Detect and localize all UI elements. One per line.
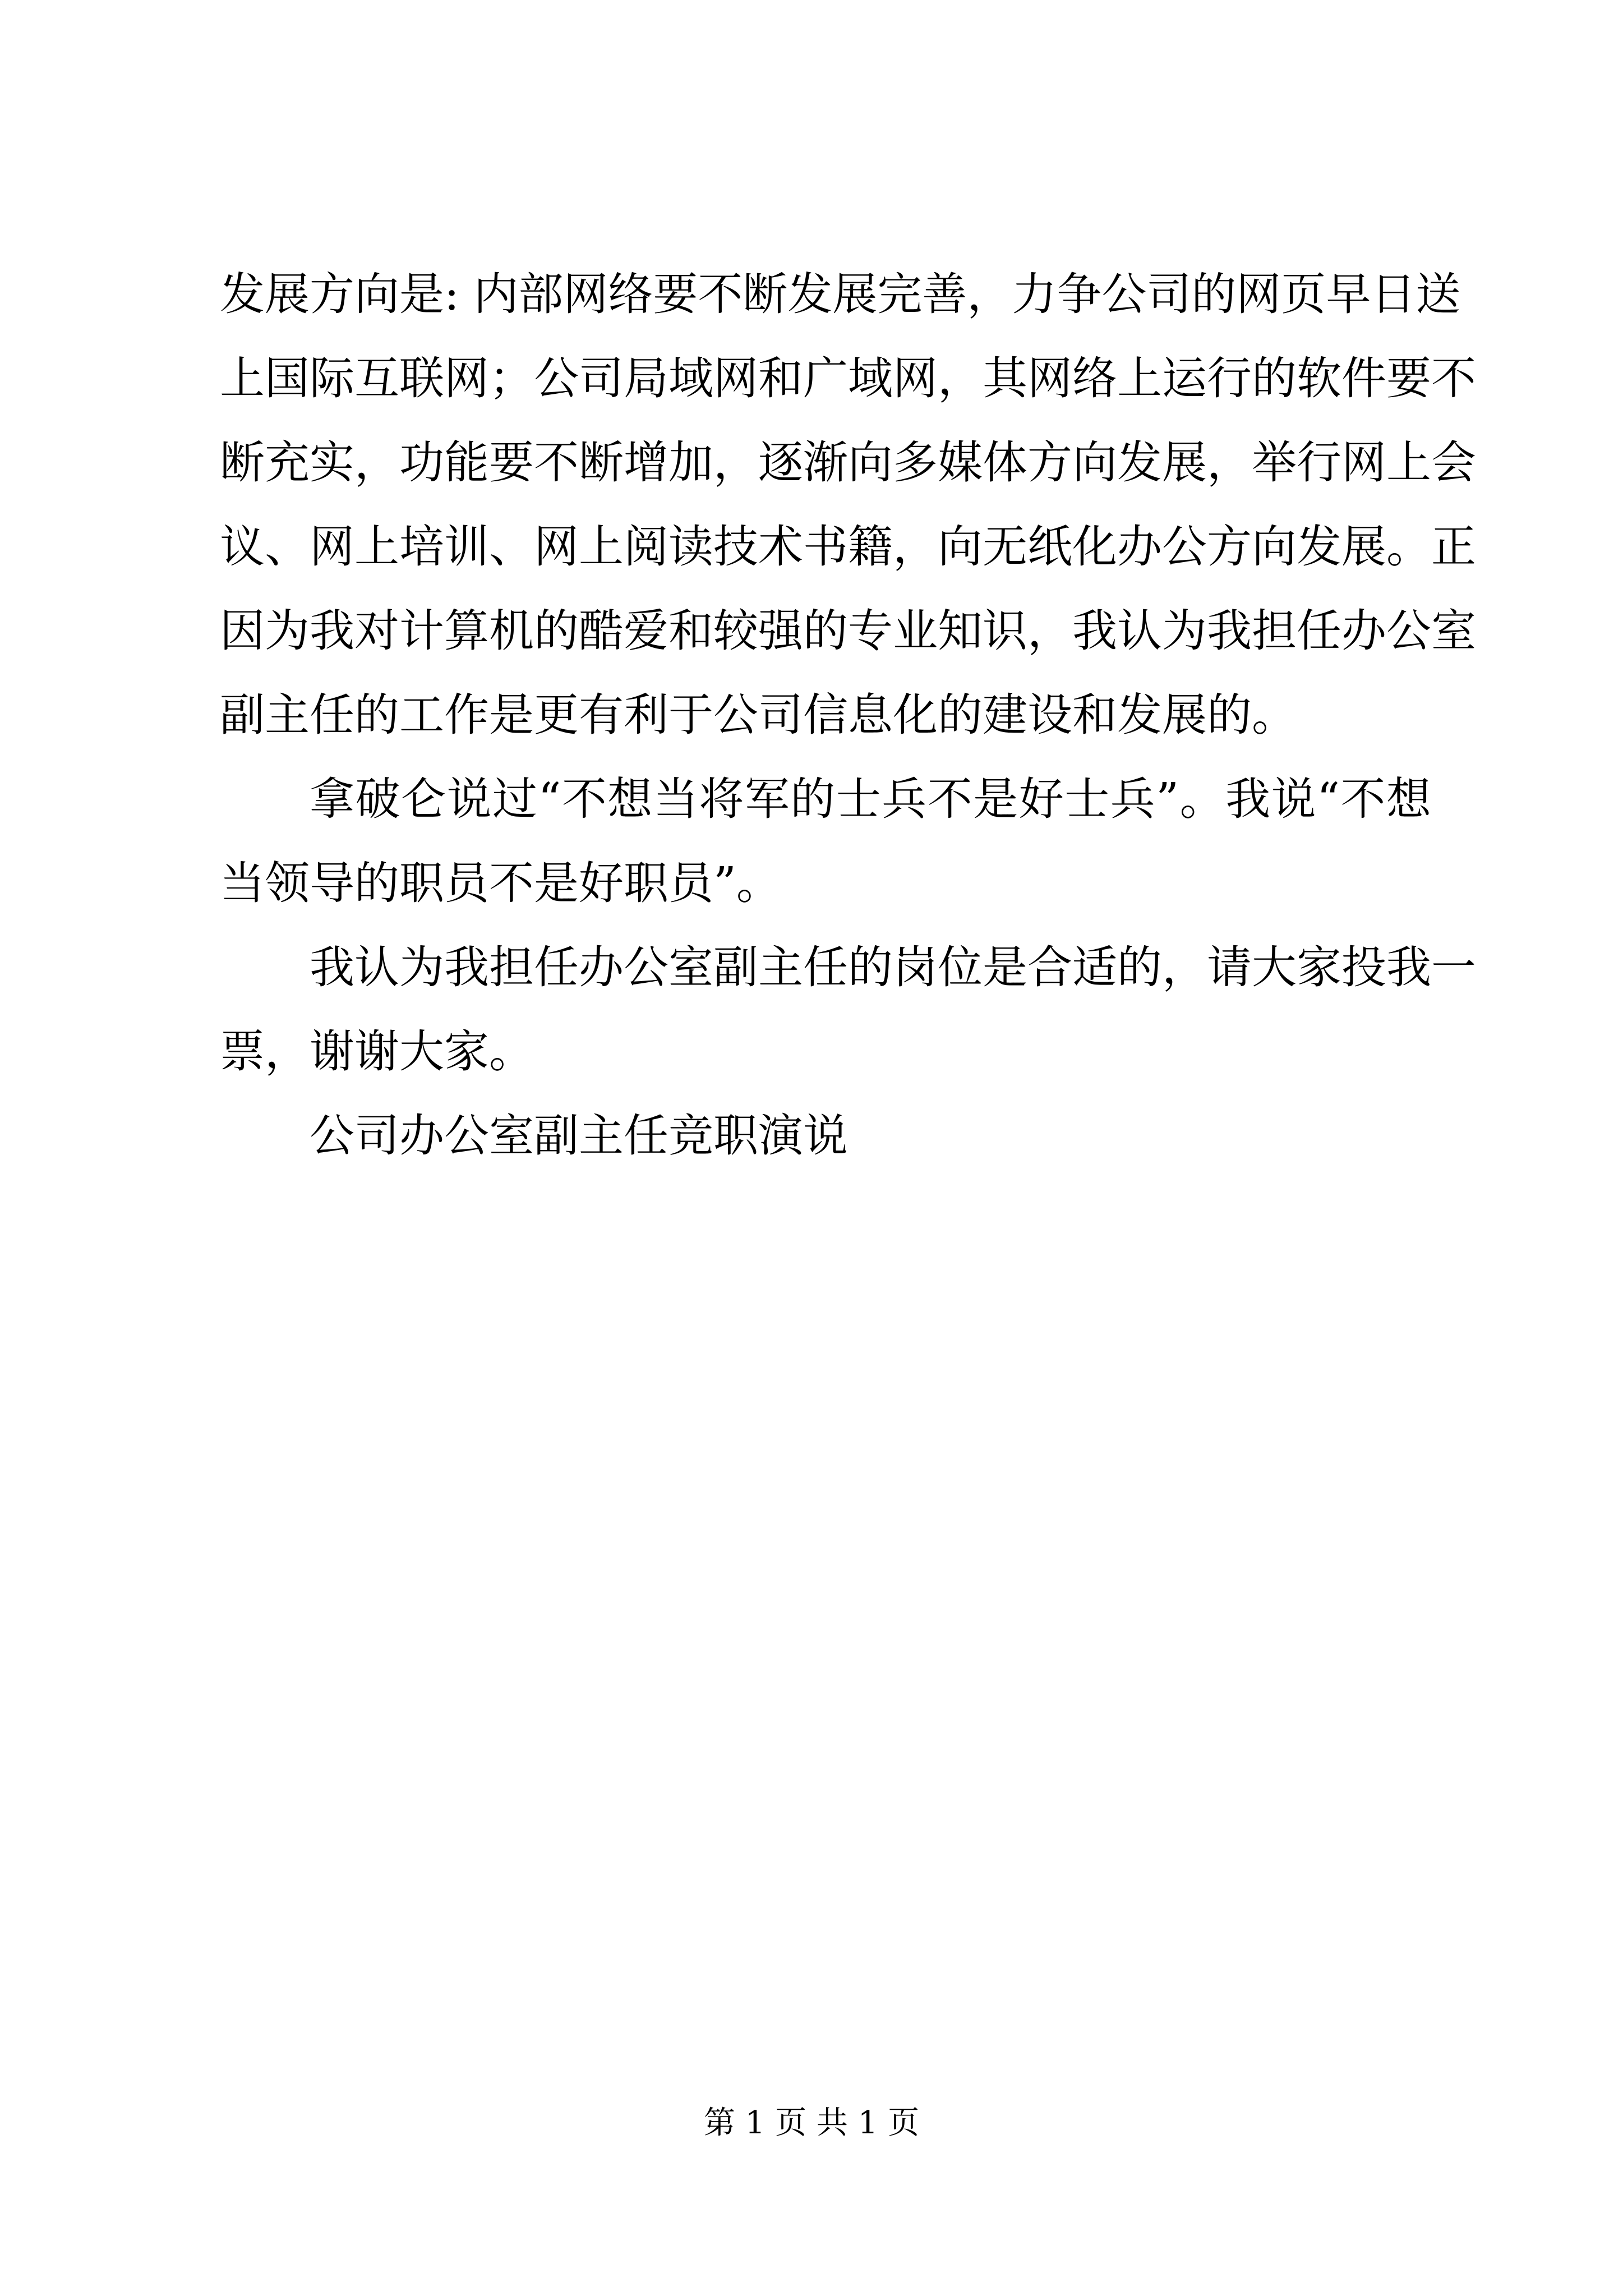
paragraph-line: 因为我对计算机的酷爱和较强的专业知识，我认为我担任办公室 [220, 605, 1476, 657]
document-body [220, 252, 1476, 1178]
paragraph-line: 我认为我担任办公室副主任的岗位是合适的，请大家投我一 [310, 941, 1476, 993]
paragraph-line: 上国际互联网；公司局域网和广域网，其网络上运行的软件要不 [220, 352, 1476, 404]
paragraph-line: 议、网上培训、网上阅读技术书籍，向无纸化办公方向发展。正 [220, 521, 1476, 573]
paragraph-line: 发展方向是: 内部网络要不断发展完善，力争公司的网页早日送 [220, 268, 1461, 320]
paragraph-line: 票，谢谢大家。 [220, 1025, 534, 1078]
paragraph-line: 当领导的职员不是好职员”。 [220, 857, 781, 909]
document-title-line: 公司办公室副主任竞职演说 [310, 1110, 848, 1162]
paragraph-line: 拿破仑说过“不想当将军的士兵不是好士兵”。我说“不想 [310, 773, 1431, 825]
paragraph-line: 副主任的工作是更有利于公司信息化的建设和发展的。 [220, 689, 1297, 741]
paragraph-line: 断充实，功能要不断增加，逐渐向多媒体方向发展，举行网上会 [220, 436, 1476, 489]
page-footer: 第 1 页 共 1 页 [703, 2105, 920, 2141]
